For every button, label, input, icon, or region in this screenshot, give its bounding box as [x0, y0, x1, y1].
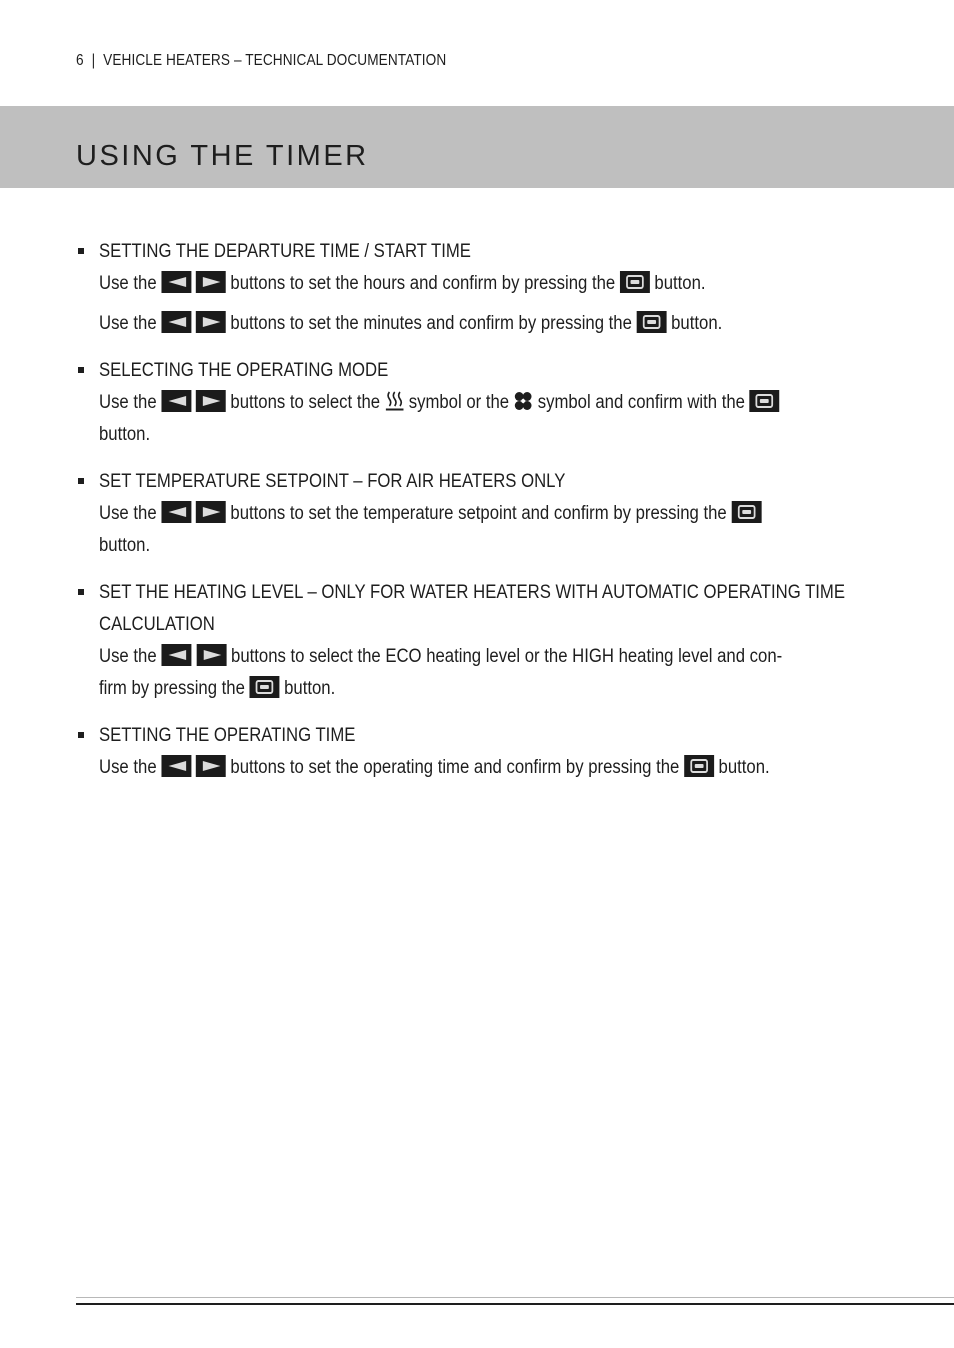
section-body — [99, 355, 780, 451]
section-heading: SELECTING THE OPERATING MODE — [99, 360, 389, 381]
use-the-text: Use the — [99, 503, 157, 524]
section-heading: SETTING THE DEPARTURE TIME / START TIME — [99, 241, 471, 262]
button-word: button. — [654, 273, 706, 294]
instruction-text: symbol and confirm with the — [537, 392, 745, 413]
fan-symbol-icon — [514, 390, 533, 412]
instruction-line — [99, 419, 780, 451]
title-band — [0, 106, 954, 188]
button-word: button. — [99, 424, 151, 445]
instruction-line — [99, 641, 845, 673]
use-the-text: Use the — [99, 757, 157, 778]
arrow-right-button-icon — [196, 311, 226, 333]
heating-symbol-icon — [385, 390, 404, 412]
instruction-text: symbol or the — [408, 392, 510, 413]
section-heading: SET THE HEATING LEVEL – ONLY FOR WATER HEATERS WITH AUTOMATIC OPERATING TIME — [99, 582, 846, 603]
arrow-right-button-icon — [196, 644, 226, 666]
footer-rule-thick — [76, 1303, 954, 1305]
section-heating-level — [76, 577, 896, 705]
arrow-left-button-icon — [161, 390, 191, 412]
use-the-text: Use the — [99, 392, 157, 413]
arrow-left-button-icon — [161, 271, 191, 293]
instruction-line — [99, 498, 761, 530]
section-operating-time — [76, 720, 896, 784]
arrow-right-button-icon — [196, 390, 226, 412]
instruction-text: firm by pressing the — [99, 678, 245, 699]
instruction-line — [99, 308, 722, 340]
section-body — [99, 577, 845, 705]
section-body — [99, 466, 761, 562]
section-operating-mode — [76, 355, 896, 451]
confirm-button-icon — [684, 755, 714, 777]
section-heading: SET TEMPERATURE SETPOINT – FOR AIR HEATERS ONLY — [99, 471, 566, 492]
instruction-text: buttons to set the minutes and confirm by pressing the — [230, 313, 632, 334]
arrow-left-button-icon — [161, 644, 191, 666]
page-number: 6 — [76, 52, 84, 69]
instruction-line — [99, 268, 722, 300]
use-the-text: Use the — [99, 646, 157, 667]
button-word: button. — [718, 757, 770, 778]
instruction-text: buttons to set the operating time and confirm by pressing the — [230, 757, 680, 778]
button-word: button. — [99, 535, 151, 556]
button-word: button. — [671, 313, 723, 334]
document-title: VEHICLE HEATERS – TECHNICAL DOCUMENTATION — [103, 52, 447, 69]
instruction-line — [99, 530, 761, 562]
section-body — [99, 236, 722, 340]
confirm-button-icon — [620, 271, 650, 293]
instruction-list — [76, 236, 896, 799]
instruction-text: buttons to set the hours and confirm by pressing the — [230, 273, 616, 294]
instruction-text: buttons to select the — [230, 392, 381, 413]
arrow-left-button-icon — [161, 311, 191, 333]
footer-rule-thin — [76, 1297, 954, 1298]
section-heading-continued: CALCULATION — [99, 614, 215, 635]
instruction-line — [99, 752, 770, 784]
header-separator: | — [91, 52, 96, 69]
arrow-right-button-icon — [196, 271, 226, 293]
section-departure-time — [76, 236, 896, 340]
use-the-text: Use the — [99, 313, 157, 334]
use-the-text: Use the — [99, 273, 157, 294]
section-temperature-setpoint — [76, 466, 896, 562]
confirm-button-icon — [250, 676, 280, 698]
instruction-text: buttons to set the temperature setpoint and confirm by pressing the — [230, 503, 727, 524]
page-title: USING THE TIMER — [76, 140, 369, 172]
instruction-text: buttons to select the ECO heating level or the HIGH heating level and con- — [231, 646, 783, 667]
arrow-left-button-icon — [161, 501, 191, 523]
section-body — [99, 720, 770, 784]
confirm-button-icon — [731, 501, 761, 523]
confirm-button-icon — [750, 390, 780, 412]
instruction-line — [99, 673, 845, 705]
confirm-button-icon — [637, 311, 667, 333]
section-heading: SETTING THE OPERATING TIME — [99, 725, 356, 746]
running-header — [76, 52, 446, 70]
arrow-left-button-icon — [161, 755, 191, 777]
button-word: button. — [284, 678, 336, 699]
instruction-line — [99, 387, 780, 419]
arrow-right-button-icon — [196, 501, 226, 523]
arrow-right-button-icon — [196, 755, 226, 777]
